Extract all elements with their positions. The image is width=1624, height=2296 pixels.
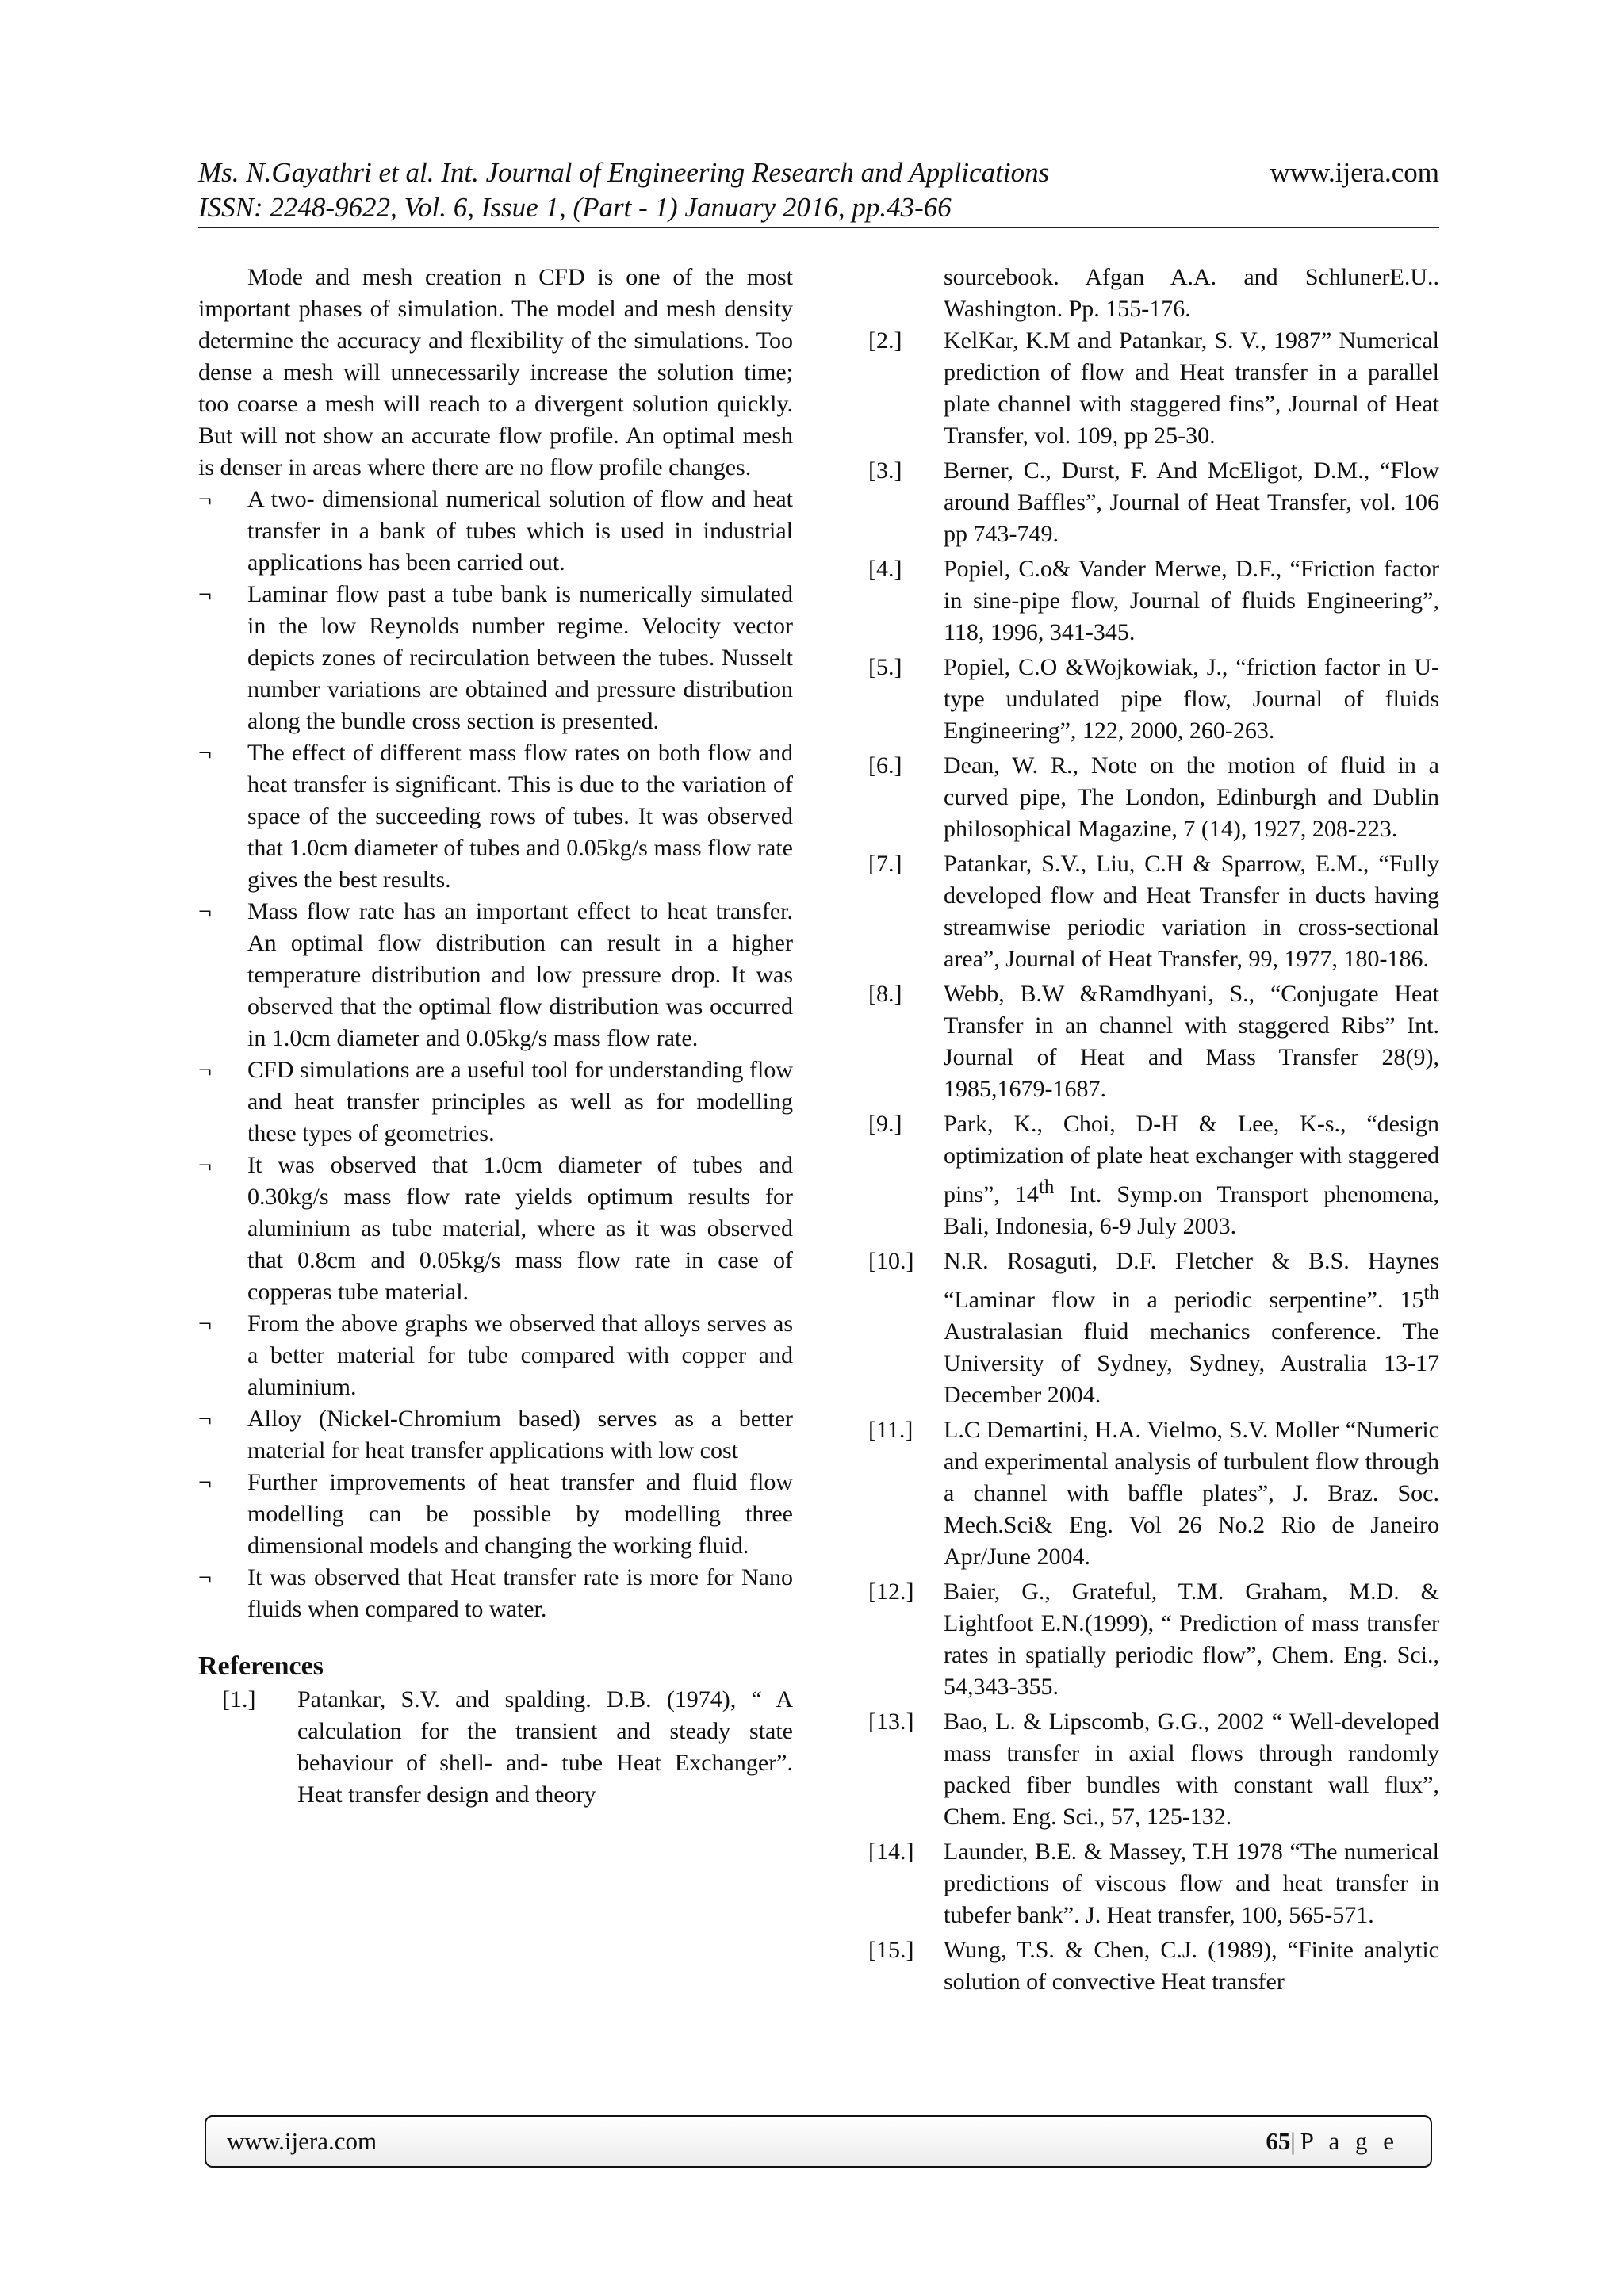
bullet-mark: ¬	[198, 1564, 212, 1590]
reference-item	[198, 1684, 793, 1811]
bullet-mark: ¬	[198, 898, 212, 924]
reference-number: [9.]	[868, 1111, 902, 1137]
reference-item	[868, 1108, 1439, 1242]
reference-list-left	[198, 1684, 793, 1811]
list-item	[198, 896, 793, 1054]
list-item-text: Mass flow rate has an important effect to heat transfer. An optimal flow distribution can result in a higher temperature distribution and low pressure drop. It was observed that the optimal flow distribution was occurred in 1.0cm diameter and 0.05kg/s mass flow rate.	[247, 898, 793, 1051]
list-item-text: A two- dimensional numerical solution of flow and heat transfer in a bank of tubes which is used in industrial applications has been carried out.	[247, 486, 793, 576]
list-item-text: Laminar flow past a tube bank is numerically simulated in the low Reynolds number regime. Velocity vector depicts zones of recirculation between the tubes. Nusselt number variations are obtained and pressure distribution along the bundle cross section is presented.	[247, 581, 793, 734]
reference-text: Webb, B.W &Ramdhyani, S., “Conjugate Heat Transfer in an channel with staggered Ribs” Int. Journal of Heat and Mass Transfer 28(9), 1985,1679-1687.	[944, 981, 1439, 1102]
reference-list-right	[868, 325, 1439, 1998]
reference-item	[868, 1706, 1439, 1833]
list-item	[198, 1562, 793, 1625]
conclusion-list	[198, 484, 793, 1625]
reference-item	[868, 1934, 1439, 1998]
issn-line: ISSN: 2248-9622, Vol. 6, Issue 1, (Part - 1) January 2016, pp.43-66	[198, 192, 952, 223]
ordinal-superscript: th	[1038, 1177, 1055, 1198]
reference-text	[944, 1108, 1439, 1242]
reference-continuation	[868, 262, 1439, 325]
list-item	[198, 579, 793, 737]
list-item-text: Alloy (Nickel-Chromium based) serves as a better material for heat transfer applications with low cost	[247, 1406, 793, 1464]
bullet-mark: ¬	[198, 1406, 212, 1432]
page-footer	[205, 2115, 1432, 2168]
reference-number: [4.]	[868, 556, 902, 582]
list-item-text: Further improvements of heat transfer and fluid flow modelling can be possible by modelling three dimensional models and changing the working fluid.	[247, 1469, 793, 1559]
journal-url[interactable]: www.ijera.com	[1270, 157, 1439, 188]
references-heading: References	[198, 1651, 324, 1681]
reference-text: Dean, W. R., Note on the motion of fluid in a curved pipe, The London, Edinburgh and Dublin philosophical Magazine, 7 (14), 1927, 208-223.	[944, 752, 1439, 842]
reference-number: [8.]	[868, 981, 902, 1007]
reference-text: L.C Demartini, H.A. Vielmo, S.V. Moller “Numeric and experimental analysis of turbulent flow through a channel with baffle plates”, J. Braz. Soc. Mech.Sci& Eng. Vol 26 No.2 Rio de Janeiro Apr/June 2004.	[944, 1417, 1439, 1570]
reference-text	[944, 1246, 1439, 1411]
list-item	[198, 1403, 793, 1467]
reference-item	[868, 652, 1439, 747]
reference-item	[868, 325, 1439, 452]
list-item-text: It was observed that 1.0cm diameter of tubes and 0.30kg/s mass flow rate yields optimum results for aluminium as tube material, where as it was observed that 0.8cm and 0.05kg/s mass flow rate in case of copperas tube material.	[247, 1152, 793, 1305]
list-item	[198, 1150, 793, 1308]
reference-item	[868, 1414, 1439, 1573]
reference-text-part: Int. Symp.on Transport phenomena, Bali, Indonesia, 6-9 July 2003.	[944, 1181, 1439, 1239]
ordinal-superscript: th	[1423, 1282, 1439, 1303]
reference-number: [11.]	[868, 1417, 914, 1443]
reference-number: [15.]	[868, 1937, 914, 1963]
list-item-text: CFD simulations are a useful tool for understanding flow and heat transfer principles as well as for modelling these types of geometries.	[247, 1057, 793, 1146]
right-column	[868, 262, 1439, 1998]
reference-text: Launder, B.E. & Massey, T.H 1978 “The numerical predictions of viscous flow and heat transfer in tubefer bank”. J. Heat transfer, 100, 565-571.	[944, 1839, 1439, 1928]
bullet-mark: ¬	[198, 1057, 212, 1083]
reference-number: [1.]	[222, 1686, 256, 1712]
reference-text-part: N.R. Rosaguti, D.F. Fletcher & B.S. Haynes “Laminar flow in a periodic serpentine”. 15	[944, 1248, 1439, 1313]
list-item-text: The effect of different mass flow rates on both flow and heat transfer is significant. This is due to the variation of space of the succeeding rows of tubes. It was observed that 1.0cm diameter of tubes and 0.05kg/s mass flow rate gives the best results.	[247, 740, 793, 893]
list-item	[198, 1308, 793, 1403]
list-item	[198, 737, 793, 896]
reference-text-part: Park, K., Choi, D-H & Lee, K-s., “design optimization of plate heat exchanger with staggered pins”, 14	[944, 1111, 1439, 1207]
reference-number: [3.]	[868, 457, 902, 484]
list-item	[198, 1054, 793, 1150]
reference-item	[868, 455, 1439, 550]
reference-text: Patankar, S.V., Liu, C.H & Sparrow, E.M., “Fully developed flow and Heat Transfer in ducts having streamwise periodic variation in cross-sectional area”, Journal of Heat Transfer, 99, 1977, 180-186.	[944, 851, 1439, 972]
reference-item	[868, 553, 1439, 649]
reference-item	[868, 978, 1439, 1105]
reference-text-part: Australasian fluid mechanics conference. The University of Sydney, Sydney, Australia 13-17 December 2004.	[944, 1318, 1439, 1408]
list-item-text: From the above graphs we observed that alloys serves as a better material for tube compared with copper and aluminium.	[247, 1311, 793, 1400]
left-column	[198, 262, 793, 1811]
reference-number: [6.]	[868, 752, 902, 779]
reference-number: [12.]	[868, 1578, 914, 1605]
running-header	[198, 155, 1439, 228]
reference-number: [5.]	[868, 654, 902, 680]
reference-text: sourcebook. Afgan A.A. and SchlunerE.U.. Washington. Pp. 155-176.	[944, 264, 1439, 322]
list-item	[198, 484, 793, 579]
bullet-mark: ¬	[198, 581, 212, 607]
reference-item	[868, 750, 1439, 845]
journal-citation: Ms. N.Gayathri et al. Int. Journal of Engineering Research and Applications	[198, 157, 1050, 188]
reference-text: KelKar, K.M and Patankar, S. V., 1987” Numerical prediction of flow and Heat transfer in a parallel plate channel with staggered fins”, Journal of Heat Transfer, vol. 109, pp 25-30.	[944, 327, 1439, 449]
bullet-mark: ¬	[198, 1152, 212, 1178]
reference-item	[868, 848, 1439, 975]
reference-text: Berner, C., Durst, F. And McEligot, D.M., “Flow around Baffles”, Journal of Heat Transfer, vol. 106 pp 743-749.	[944, 457, 1439, 547]
reference-number: [7.]	[868, 851, 902, 877]
bullet-mark: ¬	[198, 486, 212, 512]
page-indicator	[1266, 2127, 1399, 2156]
list-item	[198, 1467, 793, 1562]
reference-text: Wung, T.S. & Chen, C.J. (1989), “Finite analytic solution of convective Heat transfer	[944, 1937, 1439, 1995]
footer-url[interactable]: www.ijera.com	[227, 2127, 377, 2155]
reference-number: [2.]	[868, 327, 902, 354]
reference-text: Baier, G., Grateful, T.M. Graham, M.D. & Lightfoot E.N.(1999), “ Prediction of mass transfer rates in spatially periodic flow”, Chem. Eng. Sci., 54,343-355.	[944, 1578, 1439, 1700]
reference-text: Bao, L. & Lipscomb, G.G., 2002 “ Well-developed mass transfer in axial flows through randomly packed fiber bundles with constant wall flux”, Chem. Eng. Sci., 57, 125-132.	[944, 1709, 1439, 1830]
bullet-mark: ¬	[198, 740, 212, 766]
bullet-mark: ¬	[198, 1469, 212, 1495]
body-paragraph: Mode and mesh creation n CFD is one of the most important phases of simulation. The model and mesh density determine the accuracy and flexibility of the simulations. Too dense a mesh will unnecessarily increase the solution time; too coarse a mesh will reach to a divergent solution quickly. But will not show an accurate flow profile. An optimal mesh is denser in areas where there are no flow profile changes.	[198, 264, 793, 480]
reference-number: [14.]	[868, 1839, 914, 1865]
reference-number: [10.]	[868, 1248, 914, 1274]
reference-item	[868, 1576, 1439, 1703]
page-number: 65	[1266, 2127, 1291, 2155]
reference-item	[868, 1246, 1439, 1411]
page-label: |P a g e	[1290, 2127, 1399, 2155]
reference-text: Popiel, C.o& Vander Merwe, D.F., “Friction factor in sine-pipe flow, Journal of fluids Engineering”, 118, 1996, 341-345.	[944, 556, 1439, 645]
list-item-text: It was observed that Heat transfer rate is more for Nano fluids when compared to water.	[247, 1564, 793, 1622]
bullet-mark: ¬	[198, 1311, 212, 1337]
reference-number: [13.]	[868, 1709, 914, 1735]
reference-text: Patankar, S.V. and spalding. D.B. (1974), “ A calculation for the transient and steady state behaviour of shell- and- tube Heat Exchanger”. Heat transfer design and theory	[297, 1686, 793, 1808]
reference-text: Popiel, C.O &Wojkowiak, J., “friction factor in U-type undulated pipe flow, Journal of fluids Engineering”, 122, 2000, 260-263.	[944, 654, 1439, 744]
reference-item	[868, 1836, 1439, 1931]
